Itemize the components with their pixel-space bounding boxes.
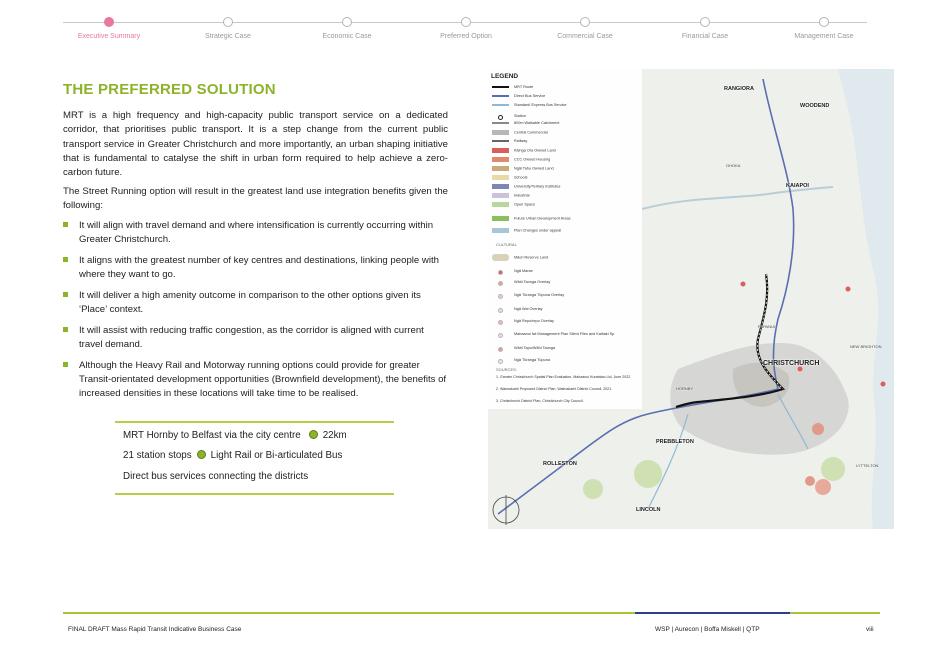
legend-label: Central Commercial bbox=[514, 130, 548, 135]
legend-item bbox=[492, 103, 567, 110]
green-dot-icon bbox=[197, 450, 206, 459]
nav-step-dot bbox=[223, 17, 233, 27]
legend-label: Schools bbox=[514, 175, 528, 180]
list-item bbox=[63, 324, 448, 352]
legend-swatch bbox=[498, 270, 503, 275]
bullet-square-icon bbox=[63, 362, 68, 367]
legend-label: Mahaanui Iwi Management Plan Silent Files and Kaitiaki Sp. bbox=[514, 332, 616, 336]
legend-label: Wāhi Tapu/Wāhi Taonga bbox=[514, 346, 556, 350]
page-number: viii bbox=[866, 626, 874, 633]
nav-step-label: Financial Case bbox=[681, 33, 729, 40]
green-dot-icon bbox=[309, 430, 318, 439]
nav-step-label: Strategic Case bbox=[205, 33, 251, 40]
bullet-square-icon bbox=[63, 257, 68, 262]
nav-step-label: Commercial Case bbox=[557, 33, 613, 40]
legend-swatch bbox=[492, 86, 509, 88]
legend-label: University/Tertiary Institutes bbox=[514, 184, 561, 189]
legend-label: CCC Owned Housing bbox=[514, 157, 551, 162]
legend-swatch bbox=[498, 294, 503, 299]
fact-row-bus bbox=[123, 471, 308, 482]
stops-text: 21 station stops bbox=[123, 450, 192, 461]
route-length: 22km bbox=[322, 430, 347, 441]
legend-label: Direct Bus Service bbox=[514, 94, 546, 98]
place-label: HORNBY bbox=[676, 386, 694, 391]
place-label: LYTTELTON bbox=[856, 463, 879, 468]
legend-label: Ngā Tūranga Tūpuna Overlay bbox=[514, 293, 565, 297]
bullet-square-icon bbox=[63, 222, 68, 227]
legend-item bbox=[492, 184, 560, 191]
nav-step-dot bbox=[580, 17, 590, 27]
section-progress-nav bbox=[63, 14, 867, 44]
nav-step-dot bbox=[700, 17, 710, 27]
nav-step-dot bbox=[342, 17, 352, 27]
place-label: NEW BRIGHTON bbox=[850, 344, 882, 349]
legend-item bbox=[492, 166, 554, 173]
nav-step-label: Management Case bbox=[794, 33, 854, 40]
legend-label: Industrial bbox=[514, 193, 530, 198]
benefits-intro-paragraph: The Street Running option will result in the greatest land use integration benefits given the following: bbox=[63, 186, 448, 212]
legend-item bbox=[492, 330, 615, 337]
list-item-text: It aligns with the greatest number of key centres and destinations, linking people with where they want to go. bbox=[79, 255, 439, 280]
nav-step-strategic-case[interactable] bbox=[168, 14, 288, 40]
nav-step-management-case[interactable] bbox=[764, 14, 884, 40]
legend-item bbox=[492, 202, 535, 209]
legend-item bbox=[492, 305, 543, 312]
legend-label: Kāinga Ora Owned Land bbox=[514, 148, 556, 153]
legend-item bbox=[492, 85, 533, 92]
list-item-text: Although the Heavy Rail and Motorway running options could provide for greater Transit-orientated development opportunities (Brownfield development), the benefits of increased densities in these locations will take time to be realised. bbox=[79, 360, 447, 399]
legend-label: Railway bbox=[514, 139, 528, 143]
legend-label: Station bbox=[514, 114, 526, 118]
legend-item bbox=[492, 278, 550, 285]
place-label: LINCOLN bbox=[636, 507, 661, 513]
place-label: CHRISTCHURCH bbox=[763, 360, 820, 367]
legend-source: 3. Christchurch District Plan, Christchurch City Council. bbox=[496, 399, 584, 403]
legend-item bbox=[492, 148, 556, 155]
legend-item bbox=[492, 317, 554, 324]
list-item-text: It will deliver a high amenity outcome in comparison to the other options given its ‘Place’ context. bbox=[79, 290, 421, 315]
legend-item bbox=[492, 139, 527, 146]
legend-swatch bbox=[492, 130, 509, 135]
place-label: OHOKA bbox=[726, 163, 741, 168]
legend-item bbox=[492, 121, 559, 128]
legend-label: Ngā Tūranga Tūpuna bbox=[514, 358, 550, 362]
place-label: RANGIORA bbox=[724, 86, 754, 92]
legend-item bbox=[492, 228, 561, 235]
legend-swatch bbox=[498, 347, 503, 352]
legend-cultural-heading: CULTURAL bbox=[496, 242, 517, 247]
place-label: ROLLESTON bbox=[543, 461, 577, 467]
legend-swatch bbox=[492, 254, 509, 261]
footer-document-title: FINAL DRAFT Mass Rapid Transit Indicative Business Case bbox=[68, 626, 242, 633]
legend-item bbox=[492, 175, 528, 182]
list-item-text: It will align with travel demand and where intensification is currently occurring within Greater Christchurch. bbox=[79, 220, 434, 245]
legend-label: Standard/ Express Bus Service bbox=[514, 103, 567, 107]
footer-rule-green-end bbox=[790, 612, 880, 614]
legend-label: Ngā Repo/repo Overlay bbox=[514, 319, 554, 323]
legend-swatch bbox=[492, 166, 509, 171]
section-heading: THE PREFERRED SOLUTION bbox=[63, 81, 276, 98]
legend-label: Ngā Wai Overlay bbox=[514, 307, 543, 311]
legend-item bbox=[492, 267, 533, 274]
legend-swatch bbox=[492, 193, 509, 198]
legend-item bbox=[492, 356, 550, 363]
place-label: PREBBLETON bbox=[656, 439, 694, 445]
legend-source: 1. Greater Christchurch Spatial Plan Evaluation, Mahaanui Kurataiao Ltd, June 2022. bbox=[496, 375, 632, 379]
nav-step-dot bbox=[104, 17, 114, 27]
nav-step-commercial-case[interactable] bbox=[525, 14, 645, 40]
legend-sources-heading: SOURCES: bbox=[496, 367, 517, 372]
legend-swatch bbox=[498, 308, 503, 313]
nav-step-preferred-option[interactable] bbox=[406, 14, 526, 40]
legend-swatch bbox=[498, 333, 503, 338]
legend-item bbox=[492, 216, 571, 223]
legend-swatch bbox=[492, 216, 509, 221]
legend-swatch bbox=[492, 202, 509, 207]
legend-item bbox=[492, 112, 526, 119]
list-item-text: It will assist with reducing traffic congestion, as the corridor is aligned with current travel demand. bbox=[79, 325, 424, 350]
route-map bbox=[488, 69, 894, 529]
legend-swatch bbox=[492, 228, 509, 233]
nav-step-executive-summary[interactable] bbox=[49, 14, 169, 40]
place-label: PAPANUI bbox=[758, 324, 775, 329]
legend-swatch bbox=[492, 175, 509, 180]
place-label: WOODEND bbox=[800, 103, 830, 109]
station-icon bbox=[498, 115, 503, 120]
legend-item bbox=[492, 130, 548, 137]
list-item bbox=[63, 359, 448, 401]
nav-step-label: Executive Summary bbox=[77, 33, 141, 40]
place-label: KAIAPOI bbox=[786, 183, 809, 189]
footer-partners: WSP | Aurecon | Boffa Miskell | QTP bbox=[655, 626, 760, 633]
legend-label: MRT Route bbox=[514, 85, 534, 89]
legend-item bbox=[492, 193, 529, 200]
legend-label: Ngāi Tahu Owned Land bbox=[514, 166, 554, 171]
fact-row-stops bbox=[123, 450, 342, 461]
nav-step-economic-case[interactable] bbox=[287, 14, 407, 40]
nav-step-dot bbox=[819, 17, 829, 27]
legend-swatch bbox=[492, 95, 509, 97]
legend-label: Māori Reserve Land bbox=[514, 255, 549, 260]
nav-step-financial-case[interactable] bbox=[645, 14, 765, 40]
legend-item bbox=[492, 344, 555, 351]
list-item bbox=[63, 289, 448, 317]
legend-label: Future Urban Development Areas bbox=[514, 216, 571, 221]
legend-swatch bbox=[492, 184, 509, 189]
nav-step-label: Economic Case bbox=[322, 33, 372, 40]
bullet-square-icon bbox=[63, 327, 68, 332]
bus-text: Direct bus services connecting the districts bbox=[123, 471, 309, 482]
legend-swatch bbox=[492, 140, 509, 142]
legend-item bbox=[492, 291, 564, 298]
footer-rule-green bbox=[63, 612, 635, 614]
nav-step-dot bbox=[461, 17, 471, 27]
legend-swatch bbox=[492, 148, 509, 153]
legend-label: Open Space bbox=[514, 202, 536, 207]
legend-source: 2. Waimakariri Proposed District Plan, Waimakariri District Council, 2021. bbox=[496, 387, 613, 391]
legend-swatch bbox=[498, 359, 503, 364]
vehicle-text: Light Rail or Bi-articulated Bus bbox=[210, 450, 343, 461]
nav-step-label: Preferred Option bbox=[440, 33, 492, 40]
intro-paragraph: MRT is a high frequency and high-capacity public transport service on a dedicated corridor, that prioritises public transport. It is a step change from the current public transport service in Greater Christchurch and more importantly, an urban shaping initiative that is fundamental to catalyse the shift in urban form required to help achieve a zero-carbon future. bbox=[63, 110, 448, 179]
legend-title: LEGEND bbox=[491, 73, 519, 80]
fact-row-route bbox=[123, 430, 347, 441]
legend-item bbox=[492, 254, 548, 261]
key-facts-box bbox=[115, 421, 394, 495]
list-item bbox=[63, 254, 448, 282]
legend-item bbox=[492, 157, 550, 164]
map-legend bbox=[488, 69, 642, 409]
footer-rule-blue bbox=[635, 612, 790, 614]
legend-label: Plan Changes under appeal bbox=[514, 228, 562, 233]
legend-label: 800m Walkable Catchment bbox=[514, 121, 560, 125]
legend-label: Wāhi Taonga Overlay bbox=[514, 280, 551, 284]
legend-swatch bbox=[492, 157, 509, 162]
bullet-square-icon bbox=[63, 292, 68, 297]
benefits-list bbox=[63, 219, 448, 408]
legend-label: Ngā Marae bbox=[514, 269, 533, 273]
legend-swatch bbox=[492, 104, 509, 106]
legend-swatch bbox=[492, 122, 509, 124]
legend-swatch bbox=[498, 281, 503, 286]
legend-swatch bbox=[498, 320, 503, 325]
route-text: MRT Hornby to Belfast via the city centre bbox=[123, 430, 301, 441]
list-item bbox=[63, 219, 448, 247]
legend-item bbox=[492, 94, 545, 101]
